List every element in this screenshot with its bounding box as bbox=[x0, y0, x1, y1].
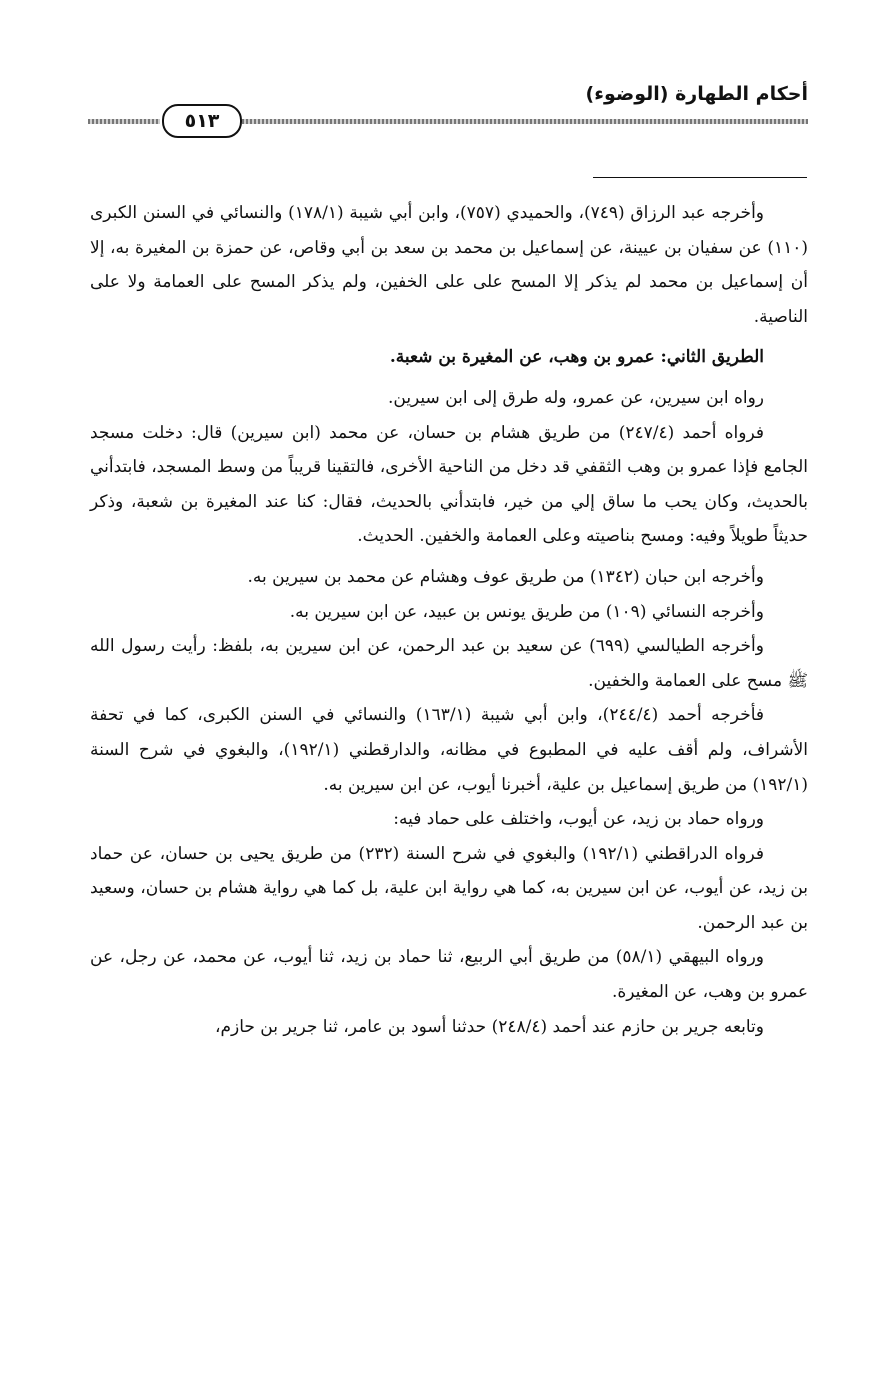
paragraph: ورواه البيهقي (٥٨/١) من طريق أبي الربيع، ثنا حماد بن زيد، ثنا أيوب، عن محمد، عن رجل، عن عمرو بن وهب، عن المغيرة. bbox=[90, 947, 808, 1003]
paragraph: ورواه حماد بن زيد، عن أيوب، واختلف على حماد فيه: bbox=[393, 809, 764, 830]
paragraph: وأخرجه الطيالسي (٦٩٩) عن سعيد بن عبد الرحمن، عن ابن سيرين به، بلفظ: رأيت رسول الله ﷺ مسح على العمامة والخفين. bbox=[90, 636, 808, 691]
paragraph: فأخرجه أحمد (٢٤٤/٤)، وابن أبي شيبة (١٦٣/١) والنسائي في السنن الكبرى، كما في تحفة الأشراف، ولم أقف عليه في المطبوع في مظانه، والدارقطني (١٩٢/١)، والبغوي في شرح السنة (١٩٢/١) من طريق إسماعيل بن علية، أخبرنا أيوب، عن ابن سيرين به. bbox=[90, 705, 808, 795]
paragraph: فرواه الدراقطني (١٩٢/١) والبغوي في شرح السنة (٢٣٢) من طريق يحيى بن حسان، عن حماد بن زيد، عن أيوب، عن ابن سيرين به، كما هي رواية ابن علية، بل كما هي رواية هشام بن حسان، وسعيد بن عبد الرحمن. bbox=[90, 843, 808, 933]
header-rule-left bbox=[88, 119, 160, 124]
paragraph: وأخرجه ابن حبان (١٣٤٢) من طريق عوف وهشام عن محمد بن سيرين به. bbox=[247, 566, 764, 587]
paragraph: وأخرجه عبد الرزاق (٧٤٩)، والحميدي (٧٥٧)، وابن أبي شيبة (١٧٨/١) والنسائي في السنن الكبرى (١١٠) عن سفيان بن عيينة، عن إسماعيل بن محمد بن سعد بن أبي وقاص، عن حمزة بن المغيرة به، إلا أن إسماعيل بن محمد لم يذكر إلا المسح على على الخفين، ولم يذكر المسح على العمامة ولا على الناصية. bbox=[90, 203, 808, 327]
paragraph: وتابعه جرير بن حازم عند أحمد (٢٤٨/٤) حدثنا أسود بن عامر، ثنا جرير بن حازم، bbox=[214, 1016, 764, 1037]
footnote-separator bbox=[593, 177, 807, 178]
running-title: أحكام الطهارة (الوضوء) bbox=[585, 83, 808, 105]
page-header bbox=[88, 72, 808, 142]
page-body bbox=[90, 196, 808, 1044]
paragraph: فرواه أحمد (٢٤٧/٤) من طريق هشام بن حسان، عن محمد (ابن سيرين) قال: دخلت مسجد الجامع فإذا عمرو بن وهب الثقفي قد دخل من الناحية الأخرى، فالتقينا قريباً من وسط المسجد، فابتدأني بالحديث، وكان يحب ما ساق إلي من خير، فابتدأني بالحديث، فقال: كنا عند المغيرة بن شعبة، وذكر حديثاً طويلاً وفيه: ومسح بناصيته وعلى العمامة والخفين. الحديث. bbox=[90, 422, 808, 547]
page-number: ٥١٣ bbox=[162, 104, 242, 138]
section-heading: الطريق الثاني: عمرو بن وهب، عن المغيرة بن شعبة. bbox=[389, 347, 764, 368]
header-rule bbox=[242, 119, 808, 124]
paragraph: وأخرجه النسائي (١٠٩) من طريق يونس بن عبيد، عن ابن سيرين به. bbox=[289, 601, 764, 622]
paragraph: رواه ابن سيرين، عن عمرو، وله طرق إلى ابن سيرين. bbox=[387, 387, 764, 408]
